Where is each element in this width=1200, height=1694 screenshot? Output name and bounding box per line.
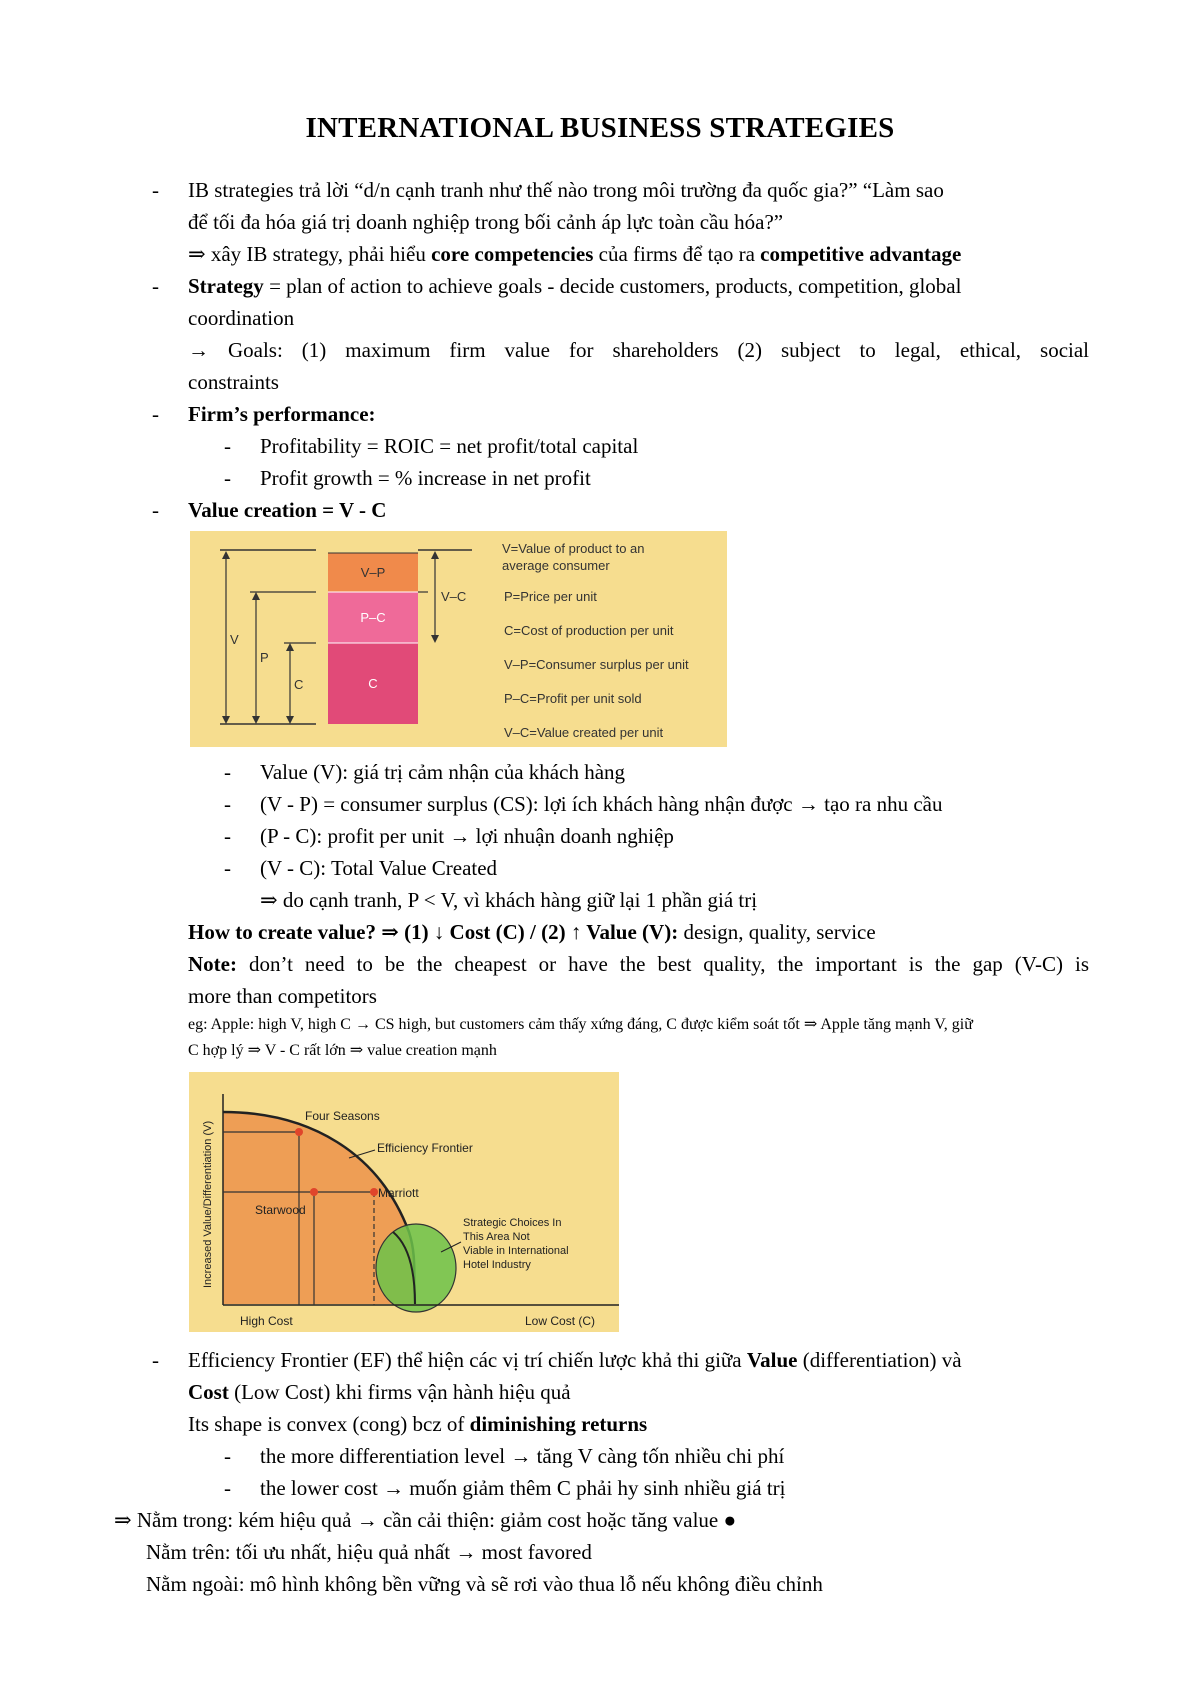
- position-on: Nằm trên: tối ưu nhất, hiệu quả nhất → most favored: [146, 1540, 592, 1564]
- figure-background: [190, 531, 727, 747]
- starwood-label: Starwood: [255, 1203, 306, 1217]
- note-label: Note:: [188, 952, 237, 976]
- four-seasons-label: Four Seasons: [305, 1109, 380, 1123]
- legend-vc: V–C=Value created per unit: [504, 725, 664, 740]
- note-line-1: Note: don’t need to be the cheapest or have the best quality, the important is the gap (V-C) is: [188, 952, 1089, 976]
- how-to-create-value: How to create value? ⇒ (1) ↓ Cost (C) / (2) ↑ Value (V): design, quality, service: [188, 920, 876, 944]
- sub-bullet-dash: -: [224, 760, 231, 784]
- ef-item: the more differentiation level → tăng V càng tốn nhiều chi phí: [260, 1444, 785, 1468]
- marriott-label: Marriott: [378, 1186, 419, 1200]
- competitive-advantage-term: competitive advantage: [760, 242, 962, 266]
- sub-bullet-dash: -: [224, 466, 231, 490]
- sub-bullet-dash: -: [224, 1476, 231, 1500]
- performance-item: Profit growth = % increase in net profit: [260, 466, 591, 490]
- diminishing-returns-term: diminishing returns: [469, 1412, 648, 1436]
- sub-bullet-dash: -: [224, 824, 231, 848]
- note-line-2: more than competitors: [188, 984, 377, 1008]
- core-competencies-term: core competencies: [431, 242, 594, 266]
- strategy-line-4: constraints: [188, 370, 279, 394]
- ef-line-1: Efficiency Frontier (EF) thể hiện các vị trí chiến lược khả thi giữa Value (differentiation) và: [188, 1348, 962, 1372]
- value-term: Value: [746, 1348, 798, 1372]
- strategy-term: Strategy: [188, 274, 264, 298]
- efficiency-frontier-label: Efficiency Frontier: [377, 1141, 473, 1155]
- p-arrow-label: P: [260, 650, 269, 665]
- ib-line-2: để tối đa hóa giá trị doanh nghiệp trong bối cảnh áp lực toàn cầu hóa?”: [188, 210, 784, 234]
- ib-line-1: IB strategies trả lời “d/n cạnh tranh như thế nào trong môi trường đa quốc gia?” “Làm sao: [188, 178, 944, 202]
- x-axis-right-label: Low Cost (C): [525, 1314, 596, 1328]
- strategy-line-1: Strategy = plan of action to achieve goals - decide customers, products, competition, global: [188, 274, 962, 298]
- cost-term: Cost: [188, 1380, 229, 1404]
- example-line-2: C hợp lý ⇒ V - C rất lớn ⇒ value creation mạnh: [188, 1042, 497, 1059]
- performance-heading: Firm’s performance:: [188, 402, 376, 426]
- ef-item: the lower cost → muốn giảm thêm C phải hy sinh nhiều giá trị: [260, 1476, 786, 1500]
- four-seasons-point: [295, 1128, 303, 1136]
- y-axis-label: Increased Value/Differentiation (V): [202, 1120, 214, 1288]
- c-arrow-label: C: [294, 677, 304, 692]
- bullet-dash: -: [152, 402, 159, 426]
- strategy-line-2: coordination: [188, 306, 295, 330]
- v-arrow-label: V: [230, 632, 239, 647]
- ib-line-3: ⇒ xây IB strategy, phải hiểu core competencies của firms để tạo ra competitive advantage: [188, 242, 962, 266]
- sub-bullet-dash: -: [224, 856, 231, 880]
- legend-v-cont: average consumer: [502, 558, 610, 573]
- bullet-dash: -: [152, 178, 159, 202]
- bullet-dash: -: [152, 274, 159, 298]
- value-creation-heading: Value creation = V - C: [188, 498, 387, 522]
- position-inside: ⇒ Nằm trong: kém hiệu quả → cần cải thiện: giảm cost hoặc tăng value ●: [114, 1508, 737, 1532]
- sub-bullet-dash: -: [224, 792, 231, 816]
- sub-bullet-dash: -: [224, 1444, 231, 1468]
- document-title: INTERNATIONAL BUSINESS STRATEGIES: [305, 112, 895, 144]
- value-item: (V - P) = consumer surplus (CS): lợi ích khách hàng nhận được → tạo ra nhu cầu: [260, 792, 943, 816]
- legend-pc: P–C=Profit per unit sold: [504, 691, 642, 706]
- strategic-choices-label-2: This Area Not: [463, 1231, 530, 1243]
- value-item: (P - C): profit per unit → lợi nhuận doanh nghiệp: [260, 824, 674, 848]
- marriott-point: [370, 1188, 378, 1196]
- c-bar-label: C: [368, 676, 378, 691]
- value-creation-figure: [190, 531, 727, 747]
- ef-line-3: Its shape is convex (cong) bcz of diminishing returns: [188, 1412, 648, 1436]
- position-outside: Nằm ngoài: mô hình không bền vững và sẽ rơi vào thua lỗ nếu không điều chỉnh: [146, 1572, 823, 1596]
- strategic-choices-label-3: Viable in International: [463, 1245, 569, 1257]
- efficiency-frontier-figure: [189, 1072, 619, 1332]
- bullet-dash: -: [152, 498, 159, 522]
- legend-p: P=Price per unit: [504, 589, 597, 604]
- ef-line-2: Cost (Low Cost) khi firms vận hành hiệu quả: [188, 1380, 571, 1404]
- example-line-1: eg: Apple: high V, high C → CS high, but customers cảm thấy xứng đáng, C được kiểm soát tốt ⇒ Apple tăng mạnh V, giữ: [188, 1016, 973, 1033]
- strategy-goals-line: → Goals: (1) maximum firm value for shareholders (2) subject to legal, ethical, social: [188, 338, 1089, 362]
- strategic-choices-label-4: Hotel Industry: [463, 1259, 531, 1271]
- strategic-choices-label-1: Strategic Choices In: [463, 1217, 562, 1229]
- sub-bullet-dash: -: [224, 434, 231, 458]
- vc-arrow-label: V–C: [441, 589, 467, 604]
- value-item: Value (V): giá trị cảm nhận của khách hàng: [260, 760, 626, 784]
- vp-bar-label: V–P: [360, 565, 386, 580]
- value-conclusion: ⇒ do cạnh tranh, P < V, vì khách hàng giữ lại 1 phần giá trị: [260, 888, 758, 912]
- pc-bar-label: P–C: [360, 610, 386, 625]
- non-viable-area: [376, 1224, 456, 1312]
- legend-c: C=Cost of production per unit: [504, 623, 674, 638]
- starwood-point: [310, 1188, 318, 1196]
- legend-vp: V–P=Consumer surplus per unit: [504, 657, 689, 672]
- performance-item: Profitability = ROIC = net profit/total capital: [260, 434, 639, 458]
- bullet-dash: -: [152, 1348, 159, 1372]
- legend-v: V=Value of product to an: [502, 541, 645, 556]
- x-axis-left-label: High Cost: [240, 1314, 293, 1328]
- value-item: (V - C): Total Value Created: [260, 856, 498, 880]
